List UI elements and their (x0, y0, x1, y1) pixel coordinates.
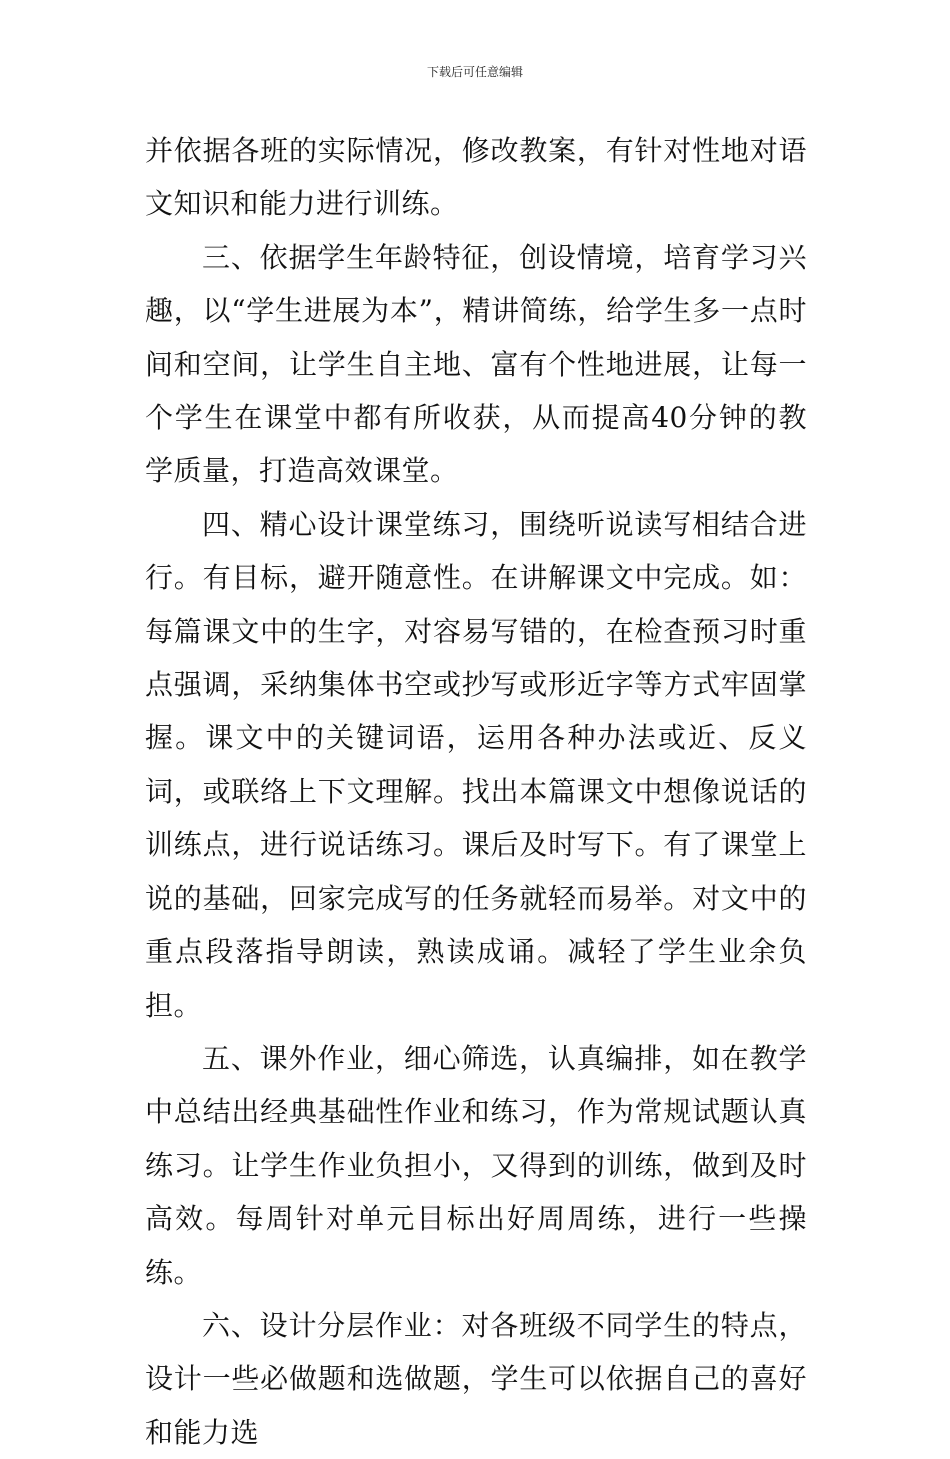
page-header: 下载后可任意编辑 (426, 65, 523, 79)
document-body (145, 124, 807, 1459)
paragraph-section-six: 六、设计分层作业：对各班级不同学生的特点，设计一些必做题和选做题，学生可以依据自己的喜好和能力选 (145, 1308, 807, 1449)
paragraph-continuation: 并依据各班的实际情况，修改教案，有针对性地对语文知识和能力进行训练。 (145, 134, 807, 221)
paragraph-section-four: 四、精心设计课堂练习，围绕听说读写相结合进行。有目标，避开随意性。在讲解课文中完成。如：每篇课文中的生字，对容易写错的，在检查预习时重点强调，采纳集体书空或抄写或形近字等方式牢固掌握。课文中的关键词语，运用各种办法或近、反义词，或联络上下文理解。找出本篇课文中想像说话的训练点，进行说话练习。课后及时写下。有了课堂上说的基础，回家完成写的任务就轻而易举。对文中的重点段落指导朗读，熟读成诵。减轻了学生业余负担。 (145, 507, 807, 1022)
paragraph-section-three: 三、依据学生年龄特征，创设情境，培育学习兴趣，以“学生进展为本”，精讲简练，给学生多一点时间和空间，让学生自主地、富有个性地进展，让每一个学生在课堂中都有所收获，从而提高40分钟的教学质量，打造高效课堂。 (145, 240, 807, 488)
paragraph-section-five: 五、课外作业，细心筛选，认真编排，如在教学中总结出经典基础性作业和练习，作为常规试题认真练习。让学生作业负担小，又得到的训练，做到及时高效。每周针对单元目标出好周周练，进行一些操练。 (145, 1041, 807, 1289)
